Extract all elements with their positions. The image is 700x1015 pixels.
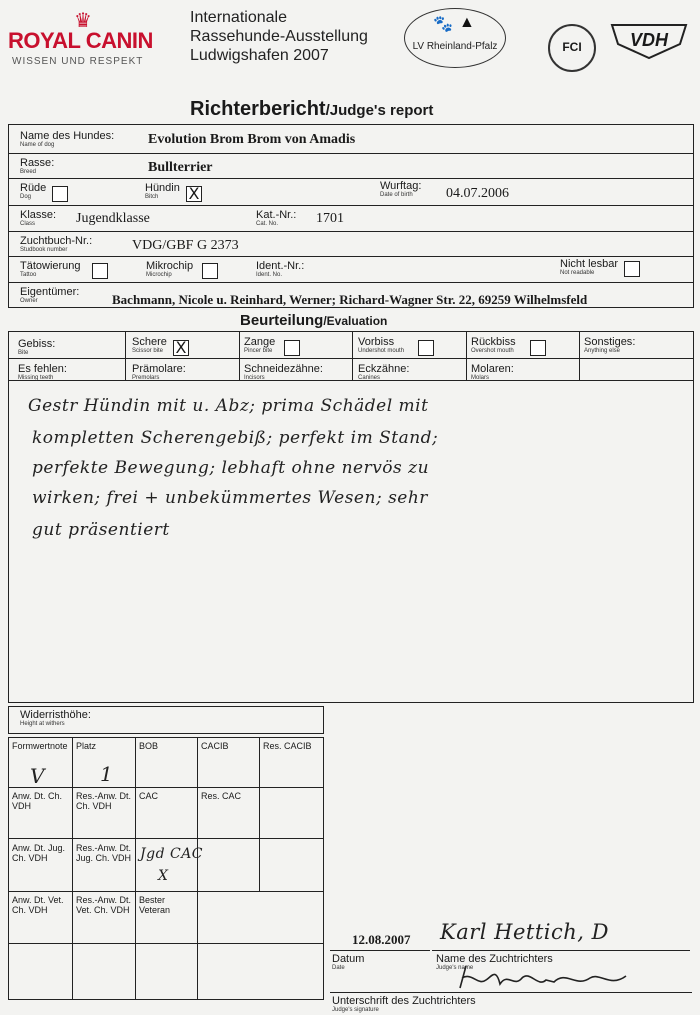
evaluation-line: kompletten Scherengebiß; perfekt im Stand; (32, 428, 439, 448)
breed-value: Bullterrier (148, 160, 213, 175)
studbook-label: Zuchtbuch-Nr.: Studbook number (20, 235, 93, 253)
undershot-label: Vorbiss Undershot mouth (358, 336, 405, 354)
header-res-cacib: Res. CACIB (263, 741, 312, 751)
female-checkbox[interactable]: X (186, 186, 202, 202)
scissor-checkbox[interactable]: X (173, 340, 189, 356)
male-label: Rüde Dog (20, 182, 47, 200)
jug-cac-value: Jgd CAC (140, 846, 204, 862)
evaluation-title: Beurteilung/Evaluation (240, 312, 388, 329)
owner-label: Eigentümer: Owner (20, 286, 80, 304)
cell-res-anw-jug: Res.-Anw. Dt. Jug. Ch. VDH (76, 843, 132, 863)
dob-label: Wurftag: Date of birth (380, 180, 422, 198)
premolars-label: Prämolare: Premolars (132, 363, 186, 381)
pincer-checkbox[interactable] (284, 340, 300, 356)
male-checkbox[interactable] (52, 186, 68, 202)
other-label: Sonstiges: Anything else (584, 336, 636, 354)
ident-label: Ident.-Nr.: Ident. No. (256, 260, 305, 278)
royal-canin-logo (8, 6, 168, 68)
date-label: Datum Date (332, 953, 365, 971)
header-platz: Platz (76, 741, 97, 751)
cell-res-anw-vet: Res.-Anw. Dt. Vet. Ch. VDH (76, 895, 132, 915)
judge-label: Name des Zuchtrichters Judge's name (436, 953, 553, 971)
evaluation-box (8, 331, 694, 703)
owner-value: Bachmann, Nicole u. Reinhard, Werner; Richard-Wagner Str. 22, 69259 Wilhelmsfeld (112, 292, 588, 307)
club-logo-text: LV Rheinland-Pfalz (412, 41, 498, 52)
brand-tagline: WISSEN UND RESPEKT (12, 56, 144, 67)
platz-value: 1 (100, 762, 114, 786)
class-label: Klasse: Class (20, 209, 57, 227)
cell-cac: CAC (139, 791, 159, 801)
cell-res-cac: Res. CAC (201, 791, 242, 801)
undershot-checkbox[interactable] (418, 340, 434, 356)
cell-best-veteran: Bester Veteran (139, 895, 171, 915)
scissor-label: Schere Scissor bite (132, 336, 167, 354)
tattoo-label: Tätowierung Tattoo (20, 260, 81, 278)
signature-label: Unterschrift des Zuchtrichters Judge's signature (332, 995, 476, 1013)
evaluation-line: Gestr Hündin mit u. Abz; prima Schädel mit (28, 396, 429, 416)
cell-anw-vet: Anw. Dt. Vet. Ch. VDH (12, 895, 64, 915)
cell-anw-ch: Anw. Dt. Ch. VDH (12, 791, 63, 811)
molars-label: Molaren: Molars (471, 363, 514, 381)
tattoo-checkbox[interactable] (92, 263, 108, 279)
evaluation-line: gut präsentiert (32, 520, 170, 540)
chip-checkbox[interactable] (202, 263, 218, 279)
cell-anw-jug: Anw. Dt. Jug. Ch. VDH (12, 843, 66, 863)
jug-cac-mark: X (158, 868, 169, 884)
header-cacib: CACIB (201, 741, 229, 751)
show-title: Internationale Rassehunde-Ausstellung Ludwigshafen 2007 (190, 9, 368, 64)
cat-label: Kat.-Nr.: Cat. No. (256, 209, 297, 227)
unreadable-checkbox[interactable] (624, 261, 640, 277)
missing-label: Es fehlen: Missing teeth (18, 363, 67, 381)
bite-label: Gebiss: Bite (18, 338, 56, 356)
canines-label: Eckzähne: Canines (358, 363, 410, 381)
map-icon: ▲ (459, 14, 475, 31)
overshot-label: Rückbiss Overshot mouth (471, 336, 516, 354)
fci-logo: FCI (548, 24, 596, 72)
studbook-value: VDG/GBF G 2373 (132, 238, 239, 253)
evaluation-line: perfekte Bewegung; lebhaft ohne nervös zu (32, 458, 430, 478)
brand-name: ROYAL CANIN (8, 28, 153, 53)
header-formwert: Formwertnote (12, 741, 68, 751)
overshot-checkbox[interactable] (530, 340, 546, 356)
judge-name: Karl Hettich, D (440, 920, 609, 944)
name-label: Name des Hundes: Name of dog (20, 130, 115, 148)
cat-value: 1701 (316, 211, 344, 226)
sign-date: 12.08.2007 (352, 932, 411, 947)
dob-value: 04.07.2006 (446, 186, 509, 201)
club-logo (404, 8, 506, 68)
pincer-label: Zange Pincer bite (244, 336, 276, 354)
incisors-label: Schneidezähne: Incisors (244, 363, 323, 381)
paw-icon: 🐾 (433, 16, 453, 33)
formwert-value: V (30, 764, 45, 788)
header-bob: BOB (139, 741, 159, 751)
chip-label: Mikrochip Microchip (146, 260, 194, 278)
vdh-logo: VDH (610, 22, 688, 60)
breed-label: Rasse: Breed (20, 157, 55, 175)
class-value: Jugendklasse (76, 211, 150, 226)
cell-res-anw-ch: Res.-Anw. Dt. Ch. VDH (76, 791, 132, 811)
crown-icon: ♛ (74, 8, 92, 32)
dog-name: Evolution Brom Brom von Amadis (148, 132, 356, 147)
page-title: Richterbericht/Judge's report (190, 98, 434, 120)
evaluation-line: wirken; frei + unbekümmertes Wesen; sehr (32, 488, 428, 508)
height-label: Widerristhöhe: Height at withers (20, 709, 91, 727)
unreadable-label: Nicht lesbar Not readable (560, 258, 619, 276)
female-label: Hündin Bitch (145, 182, 180, 200)
